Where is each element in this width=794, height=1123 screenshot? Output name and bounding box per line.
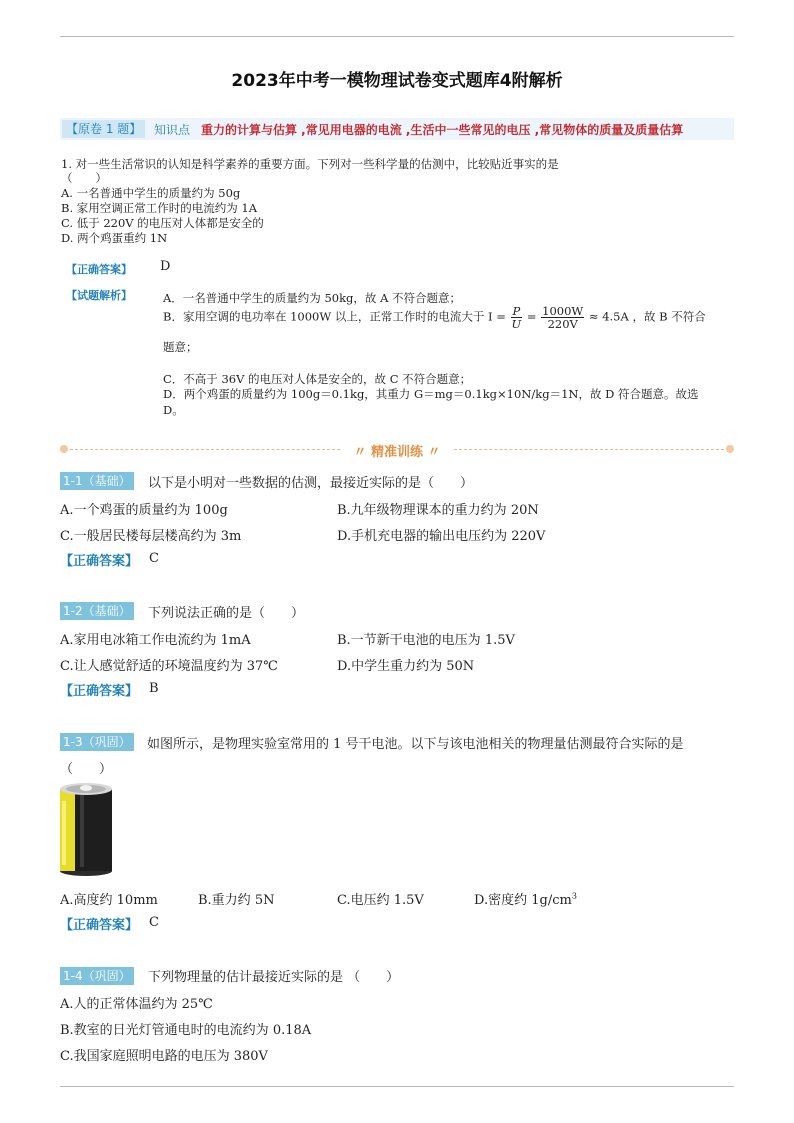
practice-1-2-answer-label: 【正确答案】 bbox=[60, 684, 139, 699]
fraction-denominator-u: U bbox=[511, 317, 522, 331]
practice-1-4-option-a: A.人的正常体温约为 25℃ bbox=[60, 997, 213, 1012]
practice-1-2-stem: 下列说法正确的是（ ） bbox=[148, 606, 305, 621]
practice-1-3-tag: 1-3（巩固） bbox=[60, 733, 134, 751]
original-question-tag: 【原卷 1 题】 bbox=[62, 120, 145, 138]
analysis-d: D．两个鸡蛋的质量约为 100g＝0.1kg，其重力 G＝mg＝0.1kg×10N/kg＝1N，故 D 符合题意。故选 bbox=[163, 387, 699, 401]
knowledge-topics: 重力的计算与估算 ,常见用电器的电流 ,生活中一些常见的电压 ,常见物体的质量及质量估算 bbox=[201, 123, 684, 137]
knowledge-label: 知识点 bbox=[154, 123, 191, 137]
practice-1-3-option-b: B.重力约 5N bbox=[198, 893, 275, 908]
practice-1-3-option-d bbox=[474, 889, 577, 908]
analysis-d-cont: D。 bbox=[163, 403, 184, 417]
analysis-b-post: ≈ 4.5A ，故 B 不符合 bbox=[588, 309, 706, 324]
practice-1-3-answer-label: 【正确答案】 bbox=[60, 918, 139, 933]
practice-1-1-stem: 以下是小明对一些数据的估测，最接近实际的是（ ） bbox=[148, 476, 474, 491]
fraction-denominator-volts: 220V bbox=[547, 317, 578, 331]
practice-1-3-option-a: A.高度约 10mm bbox=[60, 893, 158, 908]
analysis-a: A．一名普通中学生的质量约为 50kg，故 A 不符合题意； bbox=[163, 291, 462, 305]
page-title: 2023年中考一模物理试卷变式题库4附解析 bbox=[231, 71, 563, 91]
practice-1-1-option-a: A.一个鸡蛋的质量约为 100g bbox=[60, 503, 228, 518]
fraction-numerator-watts: 1000W bbox=[542, 304, 584, 318]
practice-1-2-option-d: D.中学生重力约为 50N bbox=[337, 659, 475, 674]
analysis-b bbox=[163, 305, 706, 330]
practice-1-4-tag: 1-4（巩固） bbox=[60, 967, 134, 985]
practice-1-4-option-c: C.我国家庭照明电路的电压为 380V bbox=[60, 1049, 268, 1064]
banner-left-mark: 〃 bbox=[353, 445, 371, 460]
practice-1-4-stem: 下列物理量的估计最接近实际的是 （ ） bbox=[148, 970, 400, 985]
original-answer: D bbox=[160, 259, 171, 274]
bottom-rule bbox=[60, 1086, 734, 1087]
section-banner bbox=[60, 439, 734, 461]
superscript-three: 3 bbox=[571, 891, 577, 901]
section-banner-title bbox=[60, 441, 734, 460]
practice-1-4-option-b: B.教室的日光灯管通电时的电流约为 0.18A bbox=[60, 1023, 312, 1038]
battery-illustration bbox=[58, 781, 114, 877]
practice-1-2-option-a: A.家用电冰箱工作电流约为 1mA bbox=[60, 633, 251, 648]
analysis-label: 【试题解析】 bbox=[66, 289, 132, 302]
original-answer-label: 【正确答案】 bbox=[66, 263, 132, 276]
top-rule bbox=[60, 36, 734, 37]
practice-1-2-option-b: B.一节新干电池的电压为 1.5V bbox=[337, 633, 515, 648]
fraction-w-over-v bbox=[541, 305, 584, 330]
practice-1-3-answer: C bbox=[149, 915, 159, 930]
practice-1-3-option-d-text: D.密度约 1g/cm bbox=[474, 893, 572, 908]
analysis-c: C．不高于 36V 的电压对人体是安全的，故 C 不符合题意； bbox=[163, 372, 472, 386]
practice-1-1-tag: 1-1（基础） bbox=[60, 472, 134, 490]
practice-1-1-option-c: C.一般居民楼每层楼高约为 3m bbox=[60, 529, 242, 544]
equals-sign: = bbox=[526, 309, 537, 324]
practice-1-1-answer-label: 【正确答案】 bbox=[60, 554, 139, 569]
practice-1-3-option-c: C.电压约 1.5V bbox=[337, 893, 424, 908]
practice-1-1-option-b: B.九年级物理课本的重力约为 20N bbox=[337, 503, 539, 518]
practice-1-2-tag: 1-2（基础） bbox=[60, 602, 134, 620]
practice-1-3-stem: 如图所示，是物理实验室常用的 1 号干电池。以下与该电池相关的物理量估测最符合实际的是 bbox=[147, 737, 684, 752]
fraction-numerator-p: P bbox=[512, 304, 521, 318]
battery-image bbox=[58, 781, 114, 877]
knowledge-bar bbox=[60, 118, 734, 140]
original-option-c: C. 低于 220V 的电压对人体都是安全的 bbox=[61, 216, 264, 230]
original-option-a: A. 一名普通中学生的质量约为 50g bbox=[61, 186, 241, 200]
banner-label: 精准训练 bbox=[370, 445, 423, 460]
fraction-p-over-u bbox=[511, 305, 523, 330]
original-bracket: （ ） bbox=[61, 171, 107, 185]
practice-1-1-option-d: D.手机充电器的输出电压约为 220V bbox=[337, 529, 546, 544]
original-stem: 1. 对一些生活常识的认知是科学素养的重要方面。下列对一些科学量的估测中，比较贴近事实的是 bbox=[61, 157, 559, 171]
analysis-b-cont: 题意； bbox=[163, 340, 198, 354]
practice-1-2-answer: B bbox=[149, 681, 159, 696]
original-option-b: B. 家用空调正常工作时的电流约为 1A bbox=[61, 201, 258, 215]
practice-1-1-answer: C bbox=[149, 551, 159, 566]
practice-1-3-bracket: （ ） bbox=[60, 762, 113, 777]
original-option-d: D. 两个鸡蛋重约 1N bbox=[61, 231, 168, 245]
banner-right-mark: 〃 bbox=[423, 445, 441, 460]
practice-1-2-option-c: C.让人感觉舒适的环境温度约为 37℃ bbox=[60, 659, 278, 674]
analysis-b-pre: B．家用空调的电功率在 1000W 以上，正常工作时的电流大于 I = bbox=[163, 309, 506, 324]
